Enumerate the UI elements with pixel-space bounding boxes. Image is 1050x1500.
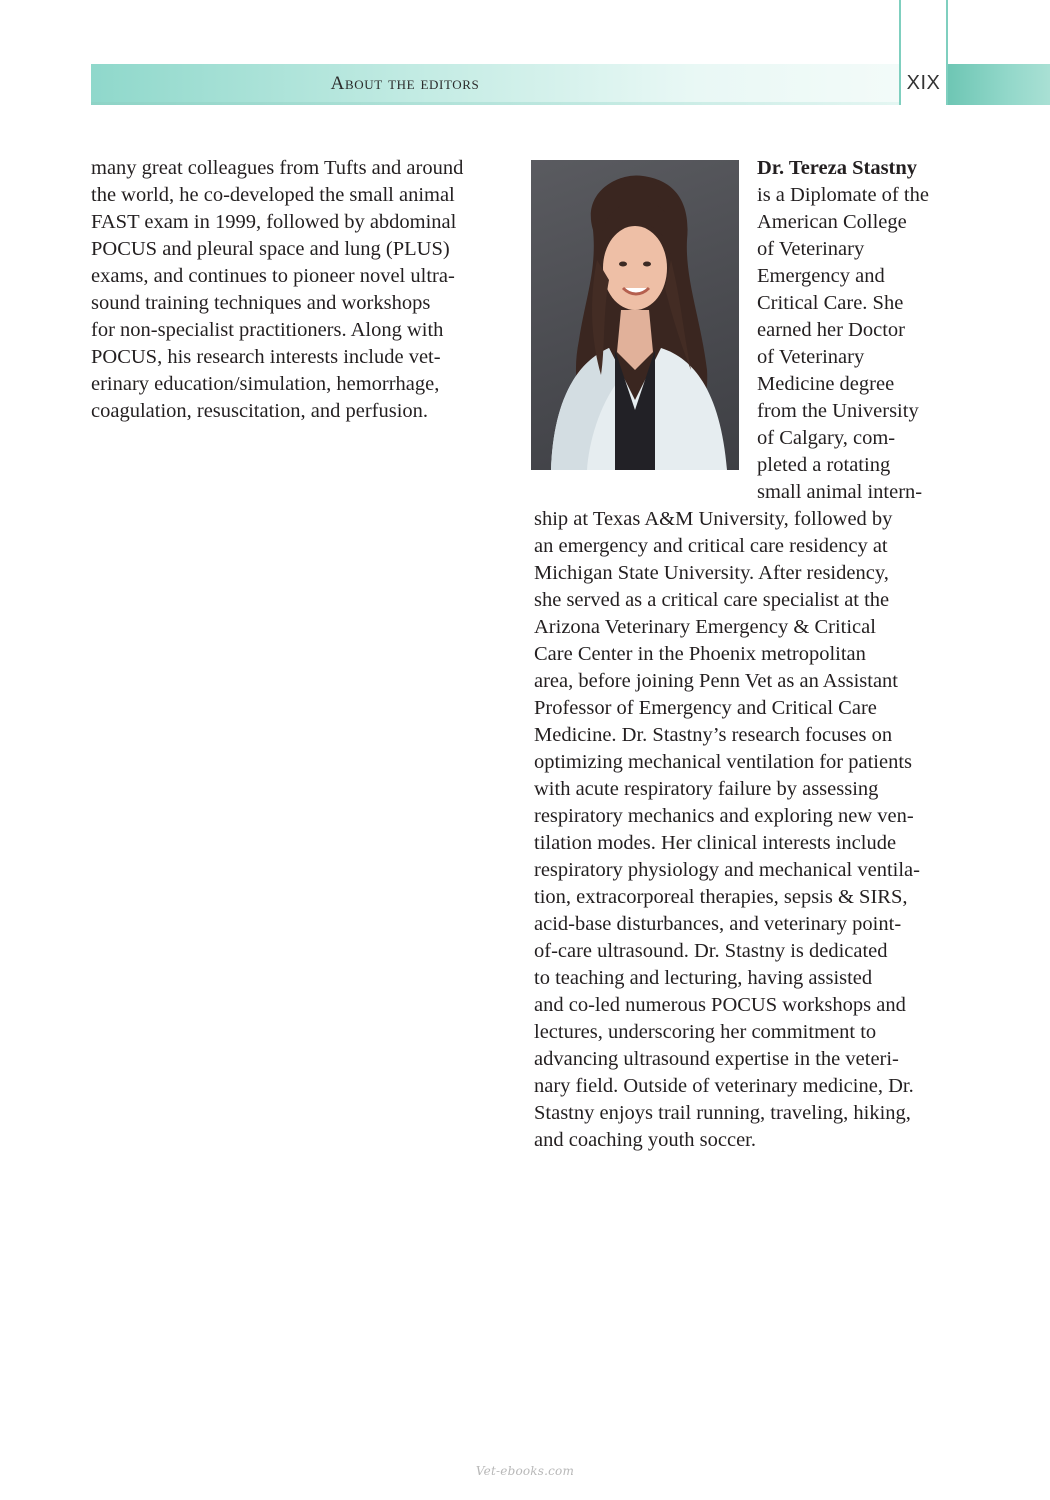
- bio-text-beside-photo: is a Diplomate of the American College of Veterinary Emergency and Critical Care. She earned her Doctor of Veterinary Medicine degree from the University of Calgary, com- pleted a rotating small animal intern-: [757, 184, 929, 503]
- watermark-logo: Vet-ebooks.com: [475, 1464, 575, 1478]
- bio-name: Dr. Tereza Stastny: [757, 157, 918, 179]
- header-divider: [91, 102, 899, 105]
- previous-bio-continuation: many great colleagues from Tufts and around the world, he co-developed the small animal FAST exam in 1999, followed by abdominal POCUS and pleural space and lung (PLUS) exams, and continues to pioneer novel ultra- sound training techniques and workshops for non-specialist practitioners. Along with POCUS, his research interests include vet- erinary education/simulation, hemorrhage, coagulation, resuscitation, and perfusion.: [91, 157, 464, 422]
- page-number: XIX: [906, 72, 941, 94]
- portrait-photo: [531, 160, 739, 470]
- running-header-title: About the editors: [330, 73, 480, 94]
- bio-text-below-photo: ship at Texas A&M University, followed by an emergency and critical care residency at Michigan State University. After residency, she served as a critical care specialist at the Arizona Veterinary Emergency & Critical Care Center in the Phoenix metropolitan area, before joining Penn Vet as an Assistant Professor of Emergency and Critical Care Medicine. Dr. Stastny’s research focuses on optimizing mechanical ventilation for patients with acute respiratory failure by assessing respiratory mechanics and exploring new ven- tilation modes. Her clinical interests include respiratory physiology and mechanical ventila- tion, extracorporeal therapies, sepsis & SIRS, acid-base disturbances, and veterinary point- of-care ultrasound. Dr. Stastny is dedicated to teaching and lecturing, having assisted and co-led numerous POCUS workshops and lectures, underscoring her commitment to advancing ultrasound expertise in the veteri- nary field. Outside of veterinary medicine, Dr. Stastny enjoys trail running, traveling, hiking, and coaching youth soccer.: [534, 508, 920, 1151]
- bio-intro: [757, 155, 957, 506]
- chapter-tab-marker: [948, 64, 1050, 105]
- portrait-illustration: [531, 160, 739, 470]
